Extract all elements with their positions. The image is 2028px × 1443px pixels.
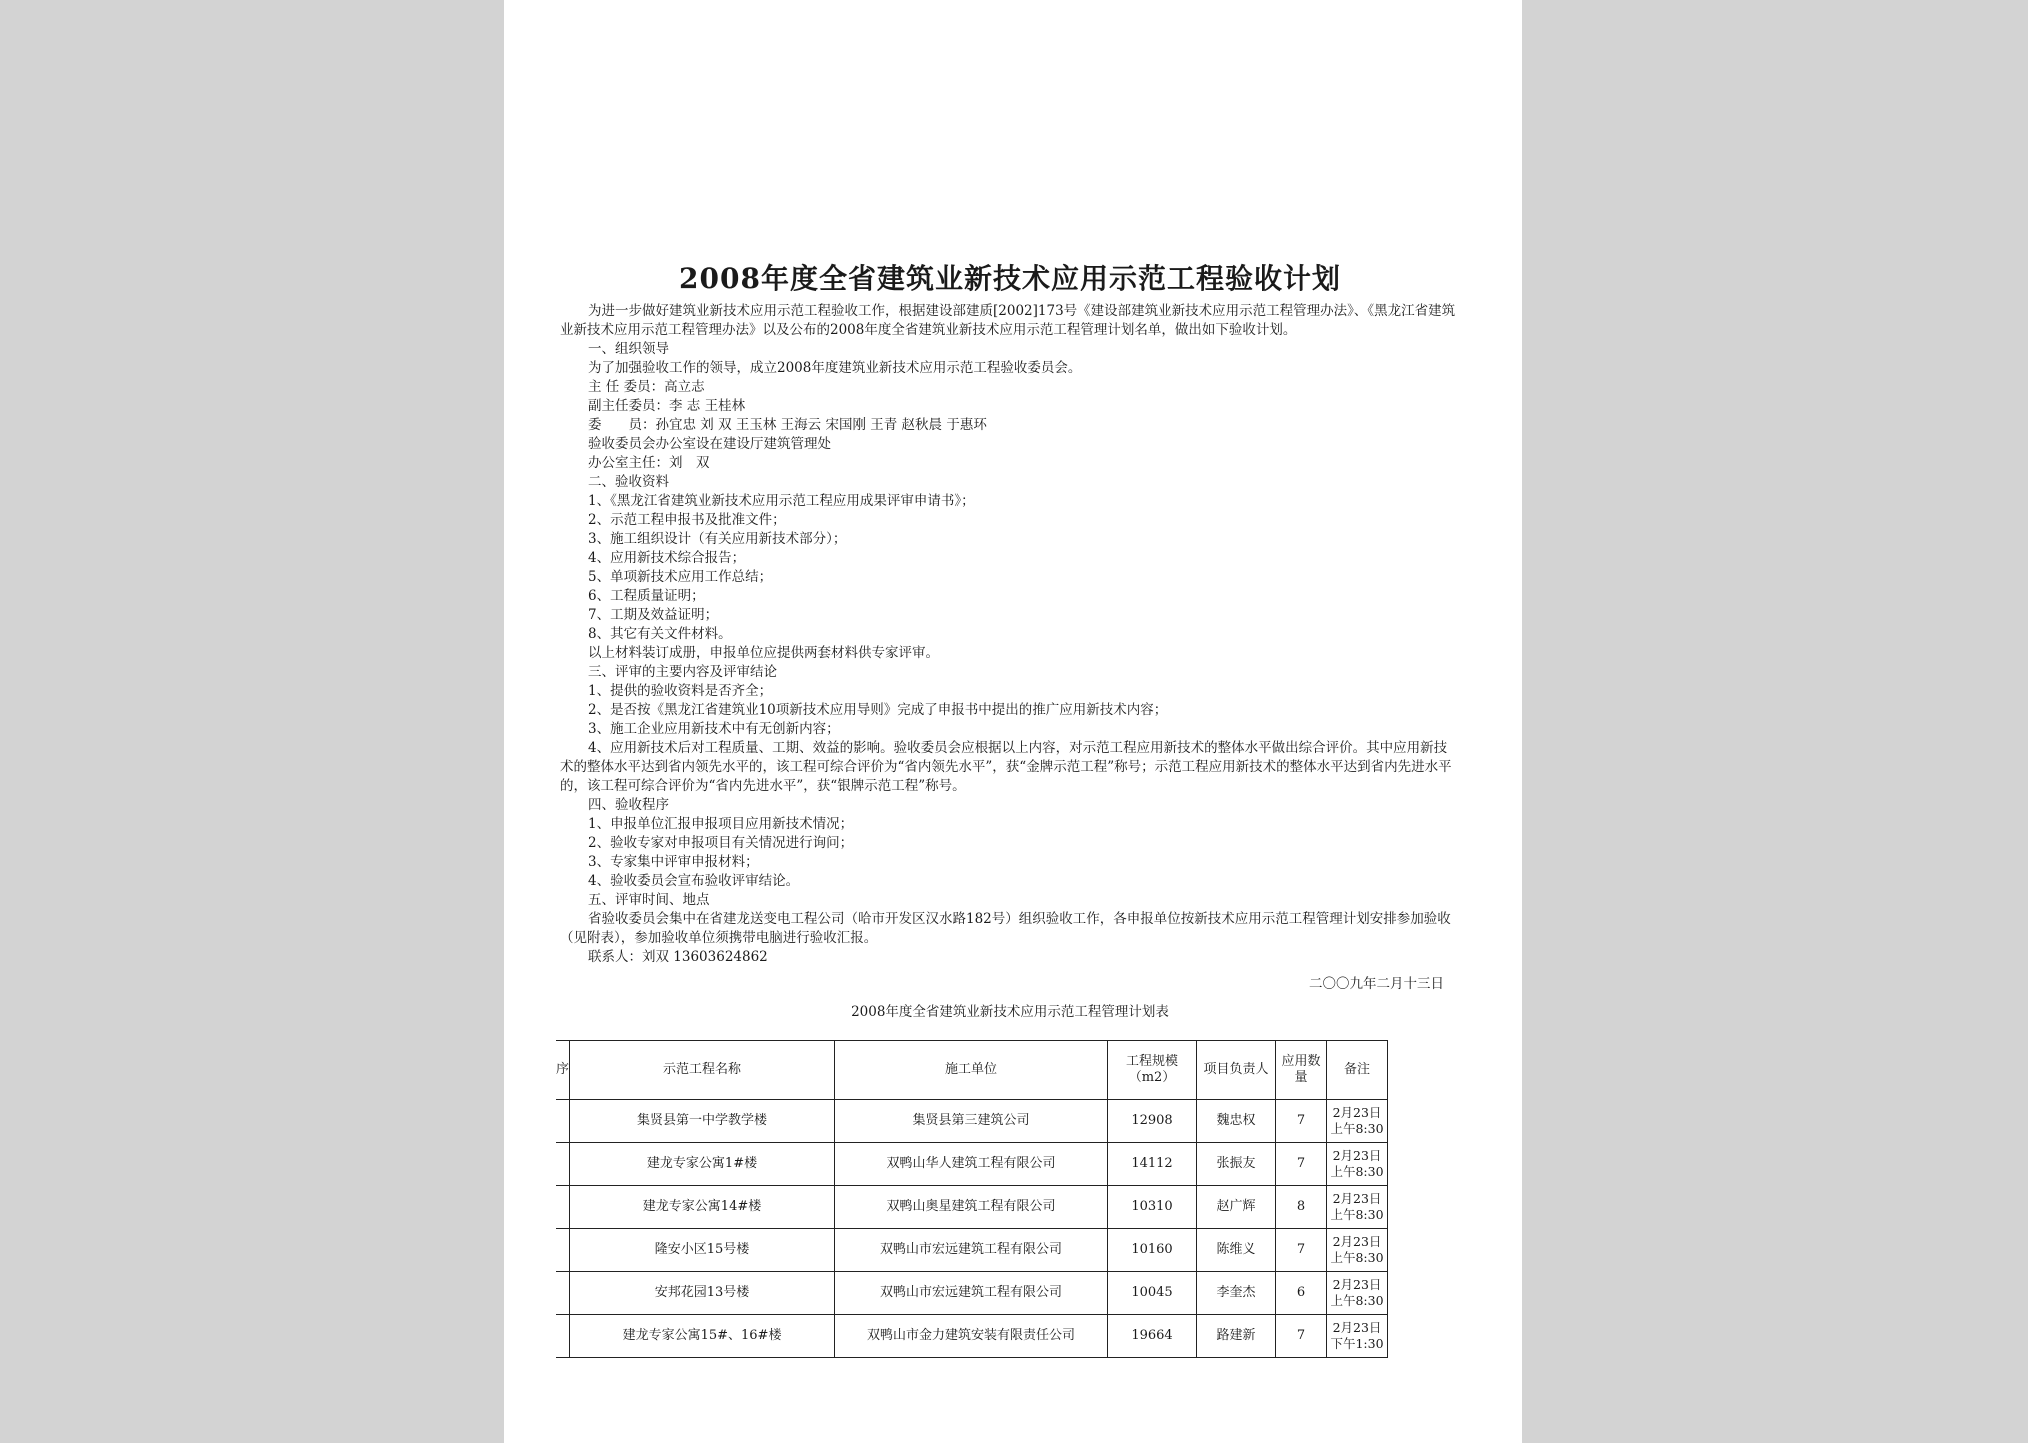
count-cell: 7: [1276, 1315, 1327, 1358]
section-1-line: 副主任委员：李 志 王桂林: [588, 398, 746, 414]
leader-cell: 张振友: [1197, 1143, 1276, 1186]
row-index-cell: [556, 1186, 570, 1229]
section-2-line: 4、应用新技术综合报告；: [588, 550, 746, 566]
construction-unit-cell: 双鸭山市金力建筑安装有限责任公司: [835, 1315, 1108, 1358]
section-1-line: 委 员：孙宜忠 刘 双 王玉林 王海云 宋国刚 王青 赵秋晨 于惠环: [588, 417, 987, 433]
header-count: 应用数量: [1276, 1041, 1327, 1100]
table-row: [556, 1186, 1388, 1229]
project-name-cell: 集贤县第一中学教学楼: [570, 1100, 835, 1143]
section-3-line: 2、是否按《黑龙江省建筑业10项新技术应用导则》完成了申报书中提出的推广应用新技术内容；: [588, 702, 1168, 718]
header-scale: 工程规模（m2）: [1108, 1041, 1197, 1100]
remark-cell: 2月23日上午8:30: [1327, 1143, 1388, 1186]
leader-cell: 魏忠权: [1197, 1100, 1276, 1143]
document-body: [560, 302, 1460, 1022]
section-2-line: 7、工期及效益证明；: [588, 607, 719, 623]
table-row: [556, 1143, 1388, 1186]
header-index: 序: [556, 1041, 570, 1100]
remark-cell: 2月23日上午8:30: [1327, 1272, 1388, 1315]
contact-line: 联系人：刘双 13603624862: [588, 949, 768, 965]
count-cell: 7: [1276, 1143, 1327, 1186]
table-row: [556, 1100, 1388, 1143]
plan-table-body: [556, 1100, 1388, 1358]
header-leader: 项目负责人: [1197, 1041, 1276, 1100]
construction-unit-cell: 双鸭山奥星建筑工程有限公司: [835, 1186, 1108, 1229]
section-1-line: 主 任 委员：高立志: [588, 379, 705, 395]
row-index-cell: [556, 1100, 570, 1143]
scale-cell: 10310: [1108, 1186, 1197, 1229]
scale-cell: 10160: [1108, 1229, 1197, 1272]
project-name-cell: 建龙专家公寓14#楼: [570, 1186, 835, 1229]
section-2-line: 8、其它有关文件材料。: [588, 626, 732, 642]
section-1-heading: 一、组织领导: [588, 341, 669, 357]
count-cell: 6: [1276, 1272, 1327, 1315]
document-date: 二〇〇九年二月十三日: [1309, 976, 1444, 992]
remark-cell: 2月23日上午8:30: [1327, 1100, 1388, 1143]
scale-cell: 14112: [1108, 1143, 1197, 1186]
section-4-line: 2、验收专家对申报项目有关情况进行询问；: [588, 835, 854, 851]
header-project-name: 示范工程名称: [570, 1041, 835, 1100]
section-4-line: 1、申报单位汇报申报项目应用新技术情况；: [588, 816, 854, 832]
table-row: [556, 1315, 1388, 1358]
section-2-line: 5、单项新技术应用工作总结；: [588, 569, 773, 585]
section-2-line: 3、施工组织设计（有关应用新技术部分）；: [588, 531, 847, 547]
section-1-line: 为了加强验收工作的领导，成立2008年度建筑业新技术应用示范工程验收委员会。: [588, 360, 1082, 376]
remark-cell: 2月23日下午1:30: [1327, 1315, 1388, 1358]
count-cell: 8: [1276, 1186, 1327, 1229]
intro-paragraph: 为进一步做好建筑业新技术应用示范工程验收工作，根据建设部建质[2002]173号《建设部建筑业新技术应用示范工程管理办法》、《黑龙江省建筑业新技术应用示范工程管理办法》以及公布的2008年度全省建筑业新技术应用示范工程管理计划名单，做出如下验收计划。: [560, 303, 1456, 338]
table-header-row: [556, 1041, 1388, 1100]
table-title: 2008年度全省建筑业新技术应用示范工程管理计划表: [851, 1004, 1169, 1020]
leader-cell: 陈维义: [1197, 1229, 1276, 1272]
document-content: [560, 262, 1460, 1022]
construction-unit-cell: 双鸭山市宏远建筑工程有限公司: [835, 1229, 1108, 1272]
section-2-heading: 二、验收资料: [588, 474, 669, 490]
row-index-cell: [556, 1272, 570, 1315]
leader-cell: 赵广辉: [1197, 1186, 1276, 1229]
section-2-line: 以上材料装订成册，申报单位应提供两套材料供专家评审。: [588, 645, 939, 661]
section-1-line: 验收委员会办公室设在建设厅建筑管理处: [588, 436, 831, 452]
row-index-cell: [556, 1315, 570, 1358]
section-3-line: 1、提供的验收资料是否齐全；: [588, 683, 773, 699]
plan-table: [556, 1040, 1388, 1358]
header-construction-unit: 施工单位: [835, 1041, 1108, 1100]
table-row: [556, 1229, 1388, 1272]
section-3-heading: 三、评审的主要内容及评审结论: [588, 664, 777, 680]
count-cell: 7: [1276, 1229, 1327, 1272]
section-2-line: 2、示范工程申报书及批准文件；: [588, 512, 786, 528]
section-4-line: 4、验收委员会宣布验收评审结论。: [588, 873, 800, 889]
section-2-line: 6、工程质量证明；: [588, 588, 705, 604]
project-name-cell: 隆安小区15号楼: [570, 1229, 835, 1272]
leader-cell: 李奎杰: [1197, 1272, 1276, 1315]
section-3-paragraph: 4、应用新技术后对工程质量、工期、效益的影响。验收委员会应根据以上内容，对示范工程应用新技术的整体水平做出综合评价。其中应用新技术的整体水平达到省内领先水平的，该工程可综合评价为“省内领先水平”，获“金牌示范工程”称号；示范工程应用新技术的整体水平达到省内先进水平的，该工程可综合评价为“省内先进水平”，获“银牌示范工程”称号。: [560, 740, 1452, 794]
section-5-heading: 五、评审时间、地点: [588, 892, 710, 908]
construction-unit-cell: 集贤县第三建筑公司: [835, 1100, 1108, 1143]
row-index-cell: [556, 1143, 570, 1186]
document-title: 2008年度全省建筑业新技术应用示范工程验收计划: [679, 262, 1341, 295]
remark-cell: 2月23日上午8:30: [1327, 1229, 1388, 1272]
table-row: [556, 1272, 1388, 1315]
section-1-line: 办公室主任：刘 双: [588, 455, 710, 471]
header-remark: 备注: [1327, 1041, 1388, 1100]
scale-cell: 12908: [1108, 1100, 1197, 1143]
project-name-cell: 建龙专家公寓1#楼: [570, 1143, 835, 1186]
section-4-heading: 四、验收程序: [588, 797, 669, 813]
section-5-paragraph: 省验收委员会集中在省建龙送变电工程公司（哈市开发区汉水路182号）组织验收工作，各申报单位按新技术应用示范工程管理计划安排参加验收（见附表），参加验收单位须携带电脑进行验收汇报。: [560, 911, 1451, 946]
section-4-line: 3、专家集中评审申报材料；: [588, 854, 759, 870]
section-3-line: 3、施工企业应用新技术中有无创新内容；: [588, 721, 840, 737]
count-cell: 7: [1276, 1100, 1327, 1143]
remark-cell: 2月23日上午8:30: [1327, 1186, 1388, 1229]
project-name-cell: 安邦花园13号楼: [570, 1272, 835, 1315]
section-2-line: 1、《黑龙江省建筑业新技术应用示范工程应用成果评审申请书》；: [588, 493, 975, 509]
construction-unit-cell: 双鸭山市宏远建筑工程有限公司: [835, 1272, 1108, 1315]
project-name-cell: 建龙专家公寓15#、16#楼: [570, 1315, 835, 1358]
scale-cell: 10045: [1108, 1272, 1197, 1315]
row-index-cell: [556, 1229, 570, 1272]
plan-table-header: [556, 1041, 1388, 1100]
construction-unit-cell: 双鸭山华人建筑工程有限公司: [835, 1143, 1108, 1186]
scale-cell: 19664: [1108, 1315, 1197, 1358]
leader-cell: 路建新: [1197, 1315, 1276, 1358]
